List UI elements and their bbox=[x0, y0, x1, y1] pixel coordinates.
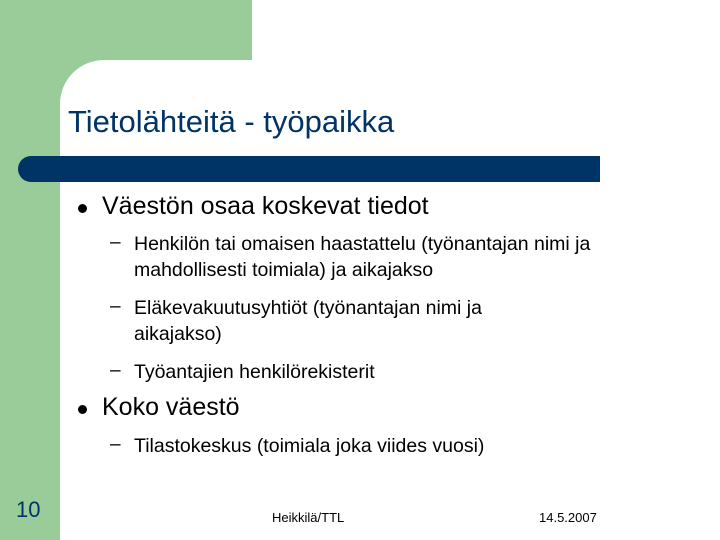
bullet-icon bbox=[78, 405, 87, 414]
dash-icon: – bbox=[110, 296, 121, 317]
sub-bullet-text: Tilastokeskus (toimiala joka viides vuosi) bbox=[134, 435, 485, 457]
slide-title: Tietolähteitä - työpaikka bbox=[68, 104, 395, 139]
sub-bullet-text: Eläkevakuutusyhtiöt (työnantajan nimi ja aikajakso) bbox=[134, 297, 482, 345]
bullet-text: Väestön osaa koskevat tiedot bbox=[102, 192, 429, 220]
bullet-text: Koko väestö bbox=[102, 393, 240, 421]
slide-number: 10 bbox=[16, 497, 41, 522]
bullet-icon bbox=[78, 204, 87, 213]
dash-icon: – bbox=[110, 232, 121, 253]
dash-icon: – bbox=[110, 434, 121, 455]
dash-icon: – bbox=[110, 360, 121, 381]
footer-date: 14.5.2007 bbox=[539, 510, 597, 525]
sub-bullet-text: Henkilön tai omaisen haastattelu (työnantajan nimi ja mahdollisesti toimiala) ja aikajakso bbox=[134, 233, 591, 281]
footer-author: Heikkilä/TTL bbox=[272, 510, 345, 525]
sub-bullet-text: Työantajien henkilörekisterit bbox=[134, 361, 375, 383]
